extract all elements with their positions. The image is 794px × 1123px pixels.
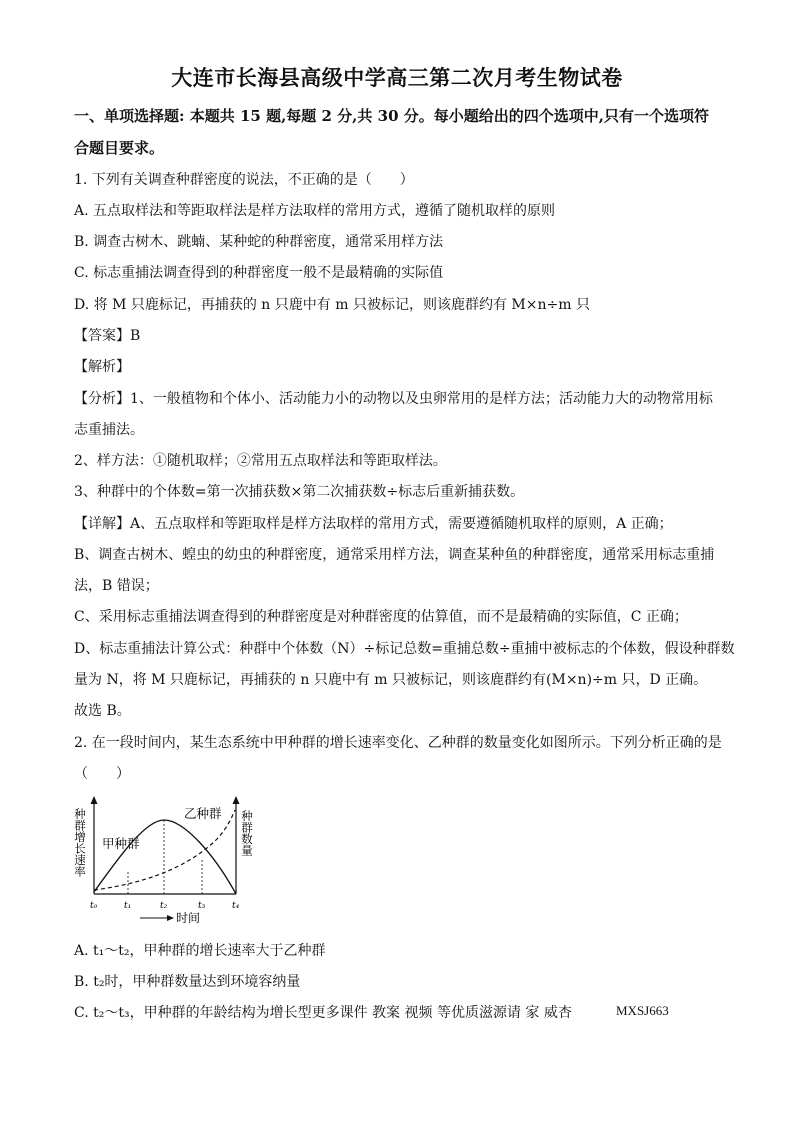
q2-option-b: B. t₂时，甲种群数量达到环境容纳量 bbox=[74, 974, 301, 990]
q1-stem: 1. 下列有关调查种群密度的说法，不正确的是（ ） bbox=[74, 172, 414, 188]
q1-analysis-1: 【分析】1、一般植物和个体小、活动能力小的动物以及虫卵常用的是样方法；活动能力大的动物常用标 bbox=[74, 391, 713, 407]
right-axis-arrow bbox=[233, 796, 240, 804]
q2-option-c: C. t₂～t₃，甲种群的年龄结构为增长型更多课件 教案 视频 等优质滋源请 家 威杏 bbox=[74, 1005, 572, 1021]
time-arrow-head bbox=[167, 915, 174, 921]
q1-detail-a: 【详解】A、五点取样和等距取样是样方法取样的常用方式，需要遵循随机取样的原则，A 正确； bbox=[74, 516, 673, 532]
label-jia: 甲种群 bbox=[102, 836, 140, 851]
tick-t0: t₀ bbox=[90, 901, 98, 911]
q1-option-d: D. 将 M 只鹿标记，再捕获的 n 只鹿中有 m 只被标记，则该鹿群约有 M×n÷m 只 bbox=[74, 297, 590, 313]
q2-figure bbox=[66, 794, 252, 926]
left-axis-label: 种群增长速率 bbox=[73, 808, 87, 877]
q1-option-a: A. 五点取样法和等距取样法是样方法取样的常用方式，遵循了随机取样的原则 bbox=[74, 203, 556, 219]
q2-stem-cont: （ ） bbox=[74, 766, 130, 782]
left-axis-arrow bbox=[91, 796, 98, 804]
q1-detail-b-cont: 法，B 错误； bbox=[74, 578, 159, 594]
watermark-code: MXSJ663 bbox=[616, 1003, 669, 1018]
tick-t4: t₄ bbox=[232, 901, 240, 911]
page-title: 大连市长海县高级中学高三第二次月考生物试卷 bbox=[171, 65, 623, 90]
right-axis-label: 种群数量 bbox=[240, 810, 254, 856]
tick-t3: t₃ bbox=[198, 901, 206, 911]
q1-option-c: C. 标志重捕法调查得到的种群密度一般不是最精确的实际值 bbox=[74, 265, 444, 281]
q2-stem: 2. 在一段时间内，某生态系统中甲种群的增长速率变化、乙种群的数量变化如图所示。下列分析正确的是 bbox=[74, 735, 722, 751]
tick-t1: t₁ bbox=[124, 901, 132, 911]
x-axis-label: 时间 bbox=[176, 911, 201, 925]
section-heading-cont: 合题目要求。 bbox=[74, 139, 165, 157]
curve-jia bbox=[94, 820, 236, 894]
q1-answer: 【答案】B bbox=[74, 328, 141, 344]
tick-t2: t₂ bbox=[160, 901, 168, 911]
q1-detail-b: B、调查古树木、蝗虫的幼虫的种群密度，通常采用样方法，调查某种鱼的种群密度，通常采用标志重捕 bbox=[74, 547, 715, 563]
q1-analysis-2: 2、样方法：①随机取样；②常用五点取样法和等距取样法。 bbox=[74, 453, 447, 469]
section-heading: 一、单项选择题: 本题共 15 题,每题 2 分,共 30 分。每小题给出的四个选项中,只有一个选项符 bbox=[74, 107, 709, 125]
q1-analysis-heading: 【解析】 bbox=[74, 359, 130, 375]
q1-analysis-1-cont: 志重捕法。 bbox=[74, 422, 144, 438]
q1-option-b: B. 调查古树木、跳蝻、某种蛇的种群密度，通常采用样方法 bbox=[74, 234, 444, 250]
q2-option-a: A. t₁～t₂，甲种群的增长速率大于乙种群 bbox=[74, 943, 326, 959]
q1-analysis-3: 3、种群中的个体数=第一次捕获数×第二次捕获数÷标志后重新捕获数。 bbox=[74, 484, 525, 500]
q1-detail-d: D、标志重捕法计算公式：种群中个体数（N）÷标记总数=重捕总数÷重捕中被标志的个体数，假设种群数 bbox=[74, 641, 735, 657]
label-yi: 乙种群 bbox=[184, 806, 222, 821]
q1-detail-d-cont: 量为 N，将 M 只鹿标记，再捕获的 n 只鹿中有 m 只被标记，则该鹿群约有(M×n)÷m 只，D 正确。 bbox=[74, 672, 708, 688]
q1-detail-c: C、采用标志重捕法调查得到的种群密度是对种群密度的估算值，而不是最精确的实际值，C 正确； bbox=[74, 609, 688, 625]
q1-conclusion: 故选 B。 bbox=[74, 703, 131, 719]
